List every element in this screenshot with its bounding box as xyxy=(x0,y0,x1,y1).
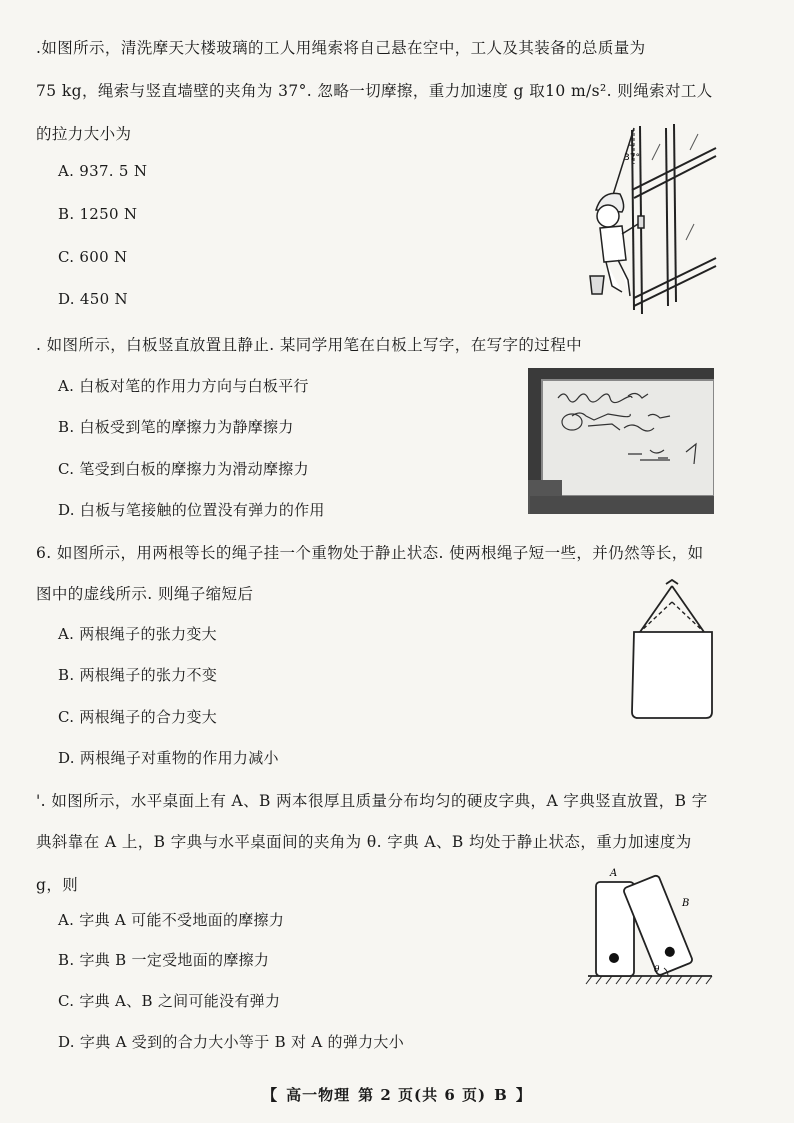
q6-stem-line1: 6. 如图所示，用两根等长的绳子挂一个重物处于静止状态. 使两根绳子短一些，并仍然等长，如 xyxy=(36,544,704,562)
q5-figure-whiteboard-photo xyxy=(528,368,714,514)
q6-option-c: C. 两根绳子的合力变大 xyxy=(58,708,218,726)
q4-stem-line3: 的拉力大小为 xyxy=(36,125,132,143)
footer-subject: 高一物理 xyxy=(286,1086,351,1104)
q5-option-d: D. 白板与笔接触的位置没有弹力的作用 xyxy=(58,501,325,519)
q7-label-a: A xyxy=(610,868,618,879)
q4-figure-angle-label: 37° xyxy=(624,153,640,163)
q7-option-b: B. 字典 B 一定受地面的摩擦力 xyxy=(58,951,270,969)
q4-option-a: A. 937. 5 N xyxy=(58,162,148,180)
q7-stem-line2: 典斜靠在 A 上，B 字典与水平桌面间的夹角为 θ. 字典 A、B 均处于静止状态，重力加速度为 xyxy=(36,833,692,851)
q7-stem-line3: g，则 xyxy=(36,876,79,894)
q7-option-c: C. 字典 A、B 之间可能没有弹力 xyxy=(58,992,281,1010)
q7-option-d: D. 字典 A 受到的合力大小等于 B 对 A 的弹力大小 xyxy=(58,1033,405,1051)
q5-option-c: C. 笔受到白板的摩擦力为滑动摩擦力 xyxy=(58,460,309,478)
q5-option-b: B. 白板受到笔的摩擦力为静摩擦力 xyxy=(58,418,294,436)
page-footer xyxy=(0,1084,794,1105)
q6-figure-hanging-weight xyxy=(624,578,720,724)
q4-figure-window-cleaner xyxy=(582,120,722,316)
q5-stem-line1: . 如图所示，白板竖直放置且静止. 某同学用笔在白板上写字，在写字的过程中 xyxy=(36,336,583,354)
q6-stem-line2: 图中的虚线所示. 则绳子缩短后 xyxy=(36,585,254,603)
q4-option-b: B. 1250 N xyxy=(58,205,138,223)
q7-option-a: A. 字典 A 可能不受地面的摩擦力 xyxy=(58,911,285,929)
footer-bracket-close: 】 xyxy=(515,1086,532,1104)
q4-stem-line2: 75 kg，绳索与竖直墙壁的夹角为 37°. 忽略一切摩擦，重力加速度 g 取10 m/s². 则绳索对工人 xyxy=(36,82,713,100)
q6-option-b: B. 两根绳子的张力不变 xyxy=(58,666,218,684)
q7-label-theta: θ xyxy=(654,965,660,975)
footer-version: B xyxy=(494,1086,508,1104)
q7-figure-dictionaries xyxy=(584,864,716,990)
q6-option-a: A. 两根绳子的张力变大 xyxy=(58,625,217,643)
q4-option-c: C. 600 N xyxy=(58,248,128,266)
q7-label-b: B xyxy=(682,898,690,909)
footer-bracket-open: 【 xyxy=(262,1086,279,1104)
q6-option-d: D. 两根绳子对重物的作用力减小 xyxy=(58,749,279,767)
q4-option-d: D. 450 N xyxy=(58,290,128,308)
q5-option-a: A. 白板对笔的作用力方向与白板平行 xyxy=(58,377,309,395)
q4-stem-line1: .如图所示，清洗摩天大楼玻璃的工人用绳索将自己悬在空中，工人及其装备的总质量为 xyxy=(36,39,646,57)
q7-stem-line1: '. 如图所示，水平桌面上有 A、B 两本很厚且质量分布均匀的硬皮字典，A 字典竖直放置，B 字 xyxy=(36,792,708,810)
footer-page-number: 第 2 页(共 6 页) xyxy=(358,1086,487,1104)
